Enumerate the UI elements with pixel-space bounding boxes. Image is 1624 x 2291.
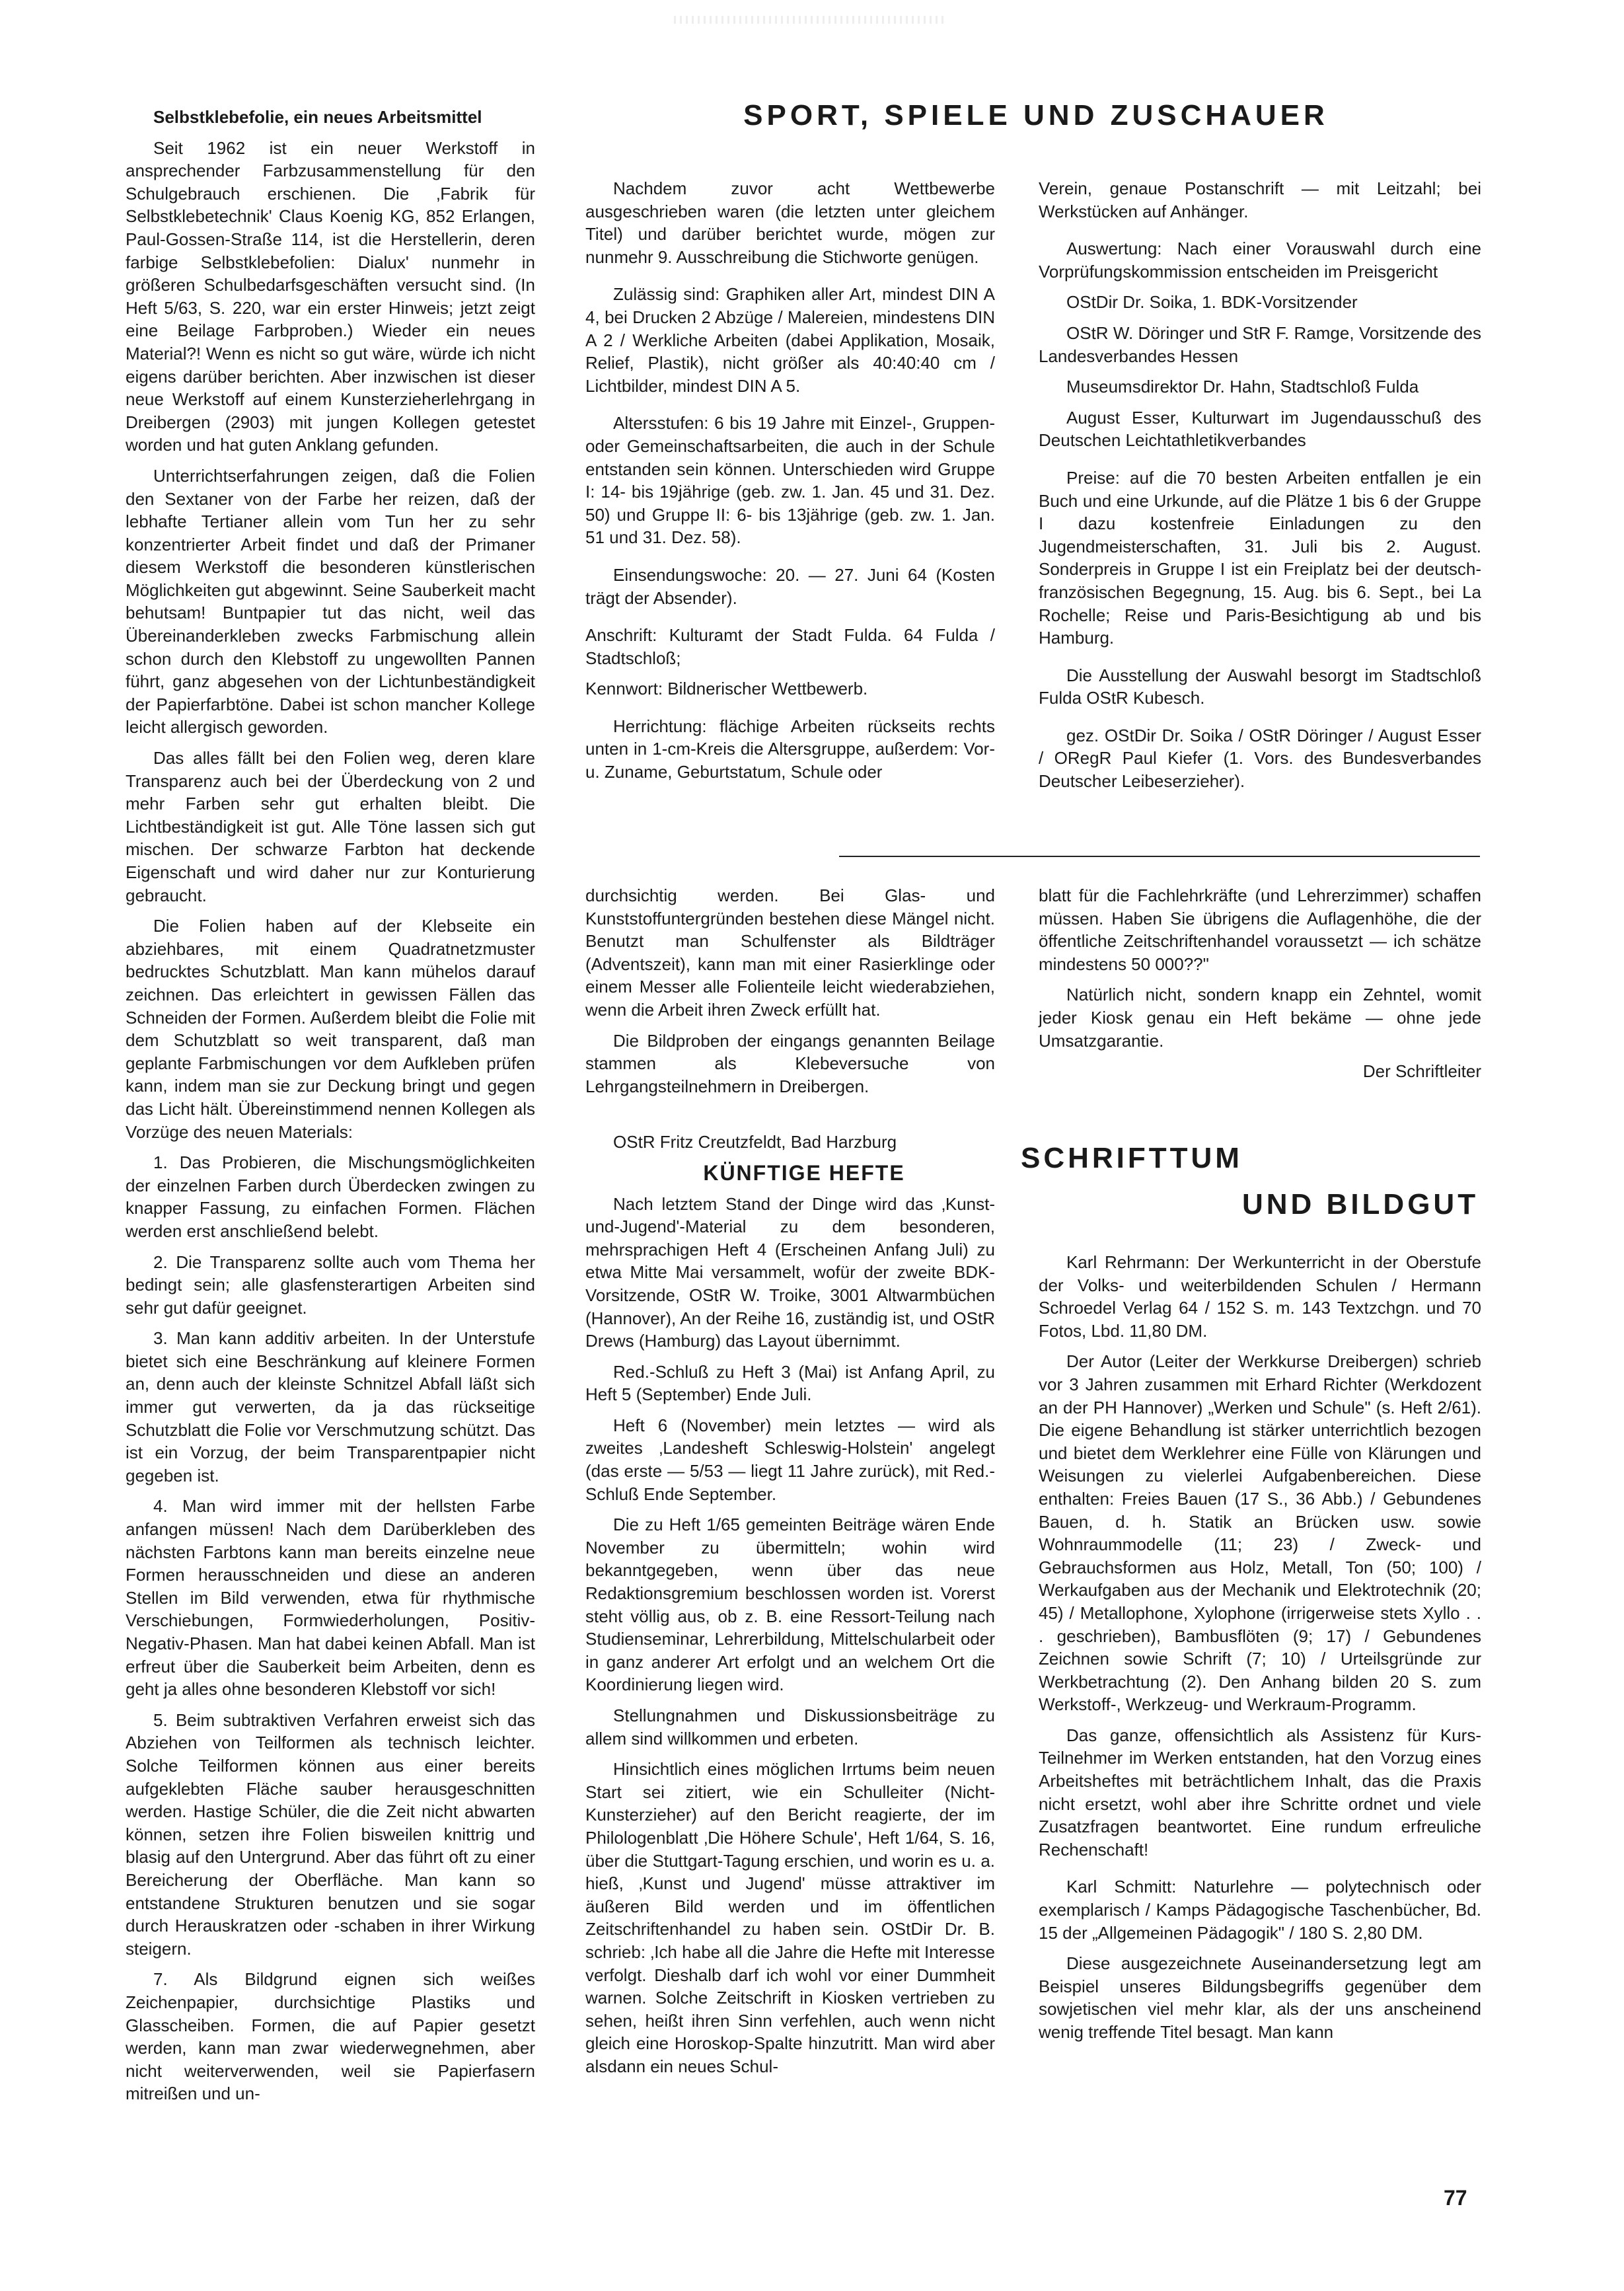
paragraph: Unterrichtserfahrungen zeigen, daß die Folien den Sextaner von der Farbe her reizen, daß der lebhafte Tertianer allein vom Tun her zu sehr konzentrierter Arbeit findet und daß der Primaner diesem Werkstoff die besonderen künstlerischen Möglichkeiten gut abgewinnt. Seine Sauberkeit macht behutsam! Buntpapier tut das nicht, weil das Übereinanderkleben zwecks Farbmischung allein schon durch den Klebstoff zu ungewollten Pannen führt, ganz abgesehen von der Lichtunbeständigkeit der Papierfarbtöne. Dabei ist schon mancher Kollege leicht allergisch geworden. [126, 465, 535, 737]
paragraph: Die Ausstellung der Auswahl besorgt im Stadtschloß Fulda OStR Kubesch. [1039, 665, 1481, 708]
paragraph: 5. Beim subtraktiven Verfahren erweist sich das Abziehen von Teilformen als technisch leichter. Solche Teilformen können aus einer bereits aufgeklebten Fläche sauber herausgeschnitten werden. Hastige Schüler, die die Zeit nicht abwarten können, setzen ihre Folien bisweilen knittrig und blasig auf den Untergrund. Aber das führt oft zu einer Bereicherung der Oberfläche. Man kann so entstandene Strukturen benutzen und sie sogar durch Herauskratzen oder -schaben in ihrer Wirkung steigern. [126, 1709, 535, 1959]
middle-lower-column [585, 884, 995, 2086]
author-credit: OStR Fritz Creutzfeldt, Bad Harzburg [613, 1132, 897, 1152]
paragraph: OStDir Dr. Soika, 1. BDK-Vorsitzender [1066, 292, 1358, 313]
paragraph: Auswertung: Nach einer Vorauswahl durch eine Vorprüfungskommission entscheiden im Preisgericht [1039, 239, 1481, 282]
paragraph: Altersstufen: 6 bis 19 Jahre mit Einzel-, Gruppen- oder Gemeinschaftsarbeiten, die auch in der Schule entstanden sein können. Unterschieden wird Gruppe I: 14- bis 19jährige (geb. zw. 1. Jan. 45 und 31. Dez. 50) und Gruppe II: 6- bis 13jährige (geb. zw. 1. Jan. 51 und 31. Dez. 58). [585, 413, 995, 548]
paragraph: 4. Man wird immer mit der hellsten Farbe anfangen müssen! Nach dem Darüberkleben des nächsten Farbtons kann man bereits einzelne neue Formen herausschneiden und diese an anderen Stellen im Bild verwenden, etwa für rhythmische Verschiebungen, Formwiederholungen, Positiv-Negativ-Phasen. Man hat dabei keinen Abfall. Man ist erfreut über die Sauberkeit beim Arbeiten, denn es geht ja alles ohne besonderen Klebstoff vor sich! [126, 1496, 535, 1700]
section-divider [839, 856, 1480, 857]
right-lower-column [1039, 884, 1481, 1091]
paragraph: Museumsdirektor Dr. Hahn, Stadtschloß Fulda [1066, 377, 1419, 397]
article-kicker: Selbstklebefolie, ein neues Arbeitsmittel [153, 107, 482, 127]
paragraph: Zulässig sind: Graphiken aller Art, mindest DIN A 4, bei Drucken 2 Abzüge / Malereien, mindestens DIN A 2 / Werkliche Arbeiten (dabei Applikation, Mosaik, Relief, Plastik), nicht größer als 40:40:40 cm / Lichtbilder, mindest DIN A 5. [585, 284, 995, 396]
paragraph: Das alles fällt bei den Folien weg, deren klare Transparenz auch bei der Überdeckung von 2 und mehr Farben sehr gut erhalten bleibt. Die Lichtbeständigkeit ist gut. Alle Töne lassen sich gut mischen. Der schwarze Farbton hat deckende Eigenschaft und wird daher nur zur Konturierung gebraucht. [126, 748, 535, 905]
paragraph: Stellungnahmen und Diskussionsbeiträge zu allem sind willkommen und erbeten. [585, 1706, 995, 1748]
paragraph: gez. OStDir Dr. Soika / OStR Döringer / August Esser / ORegR Paul Kiefer (1. Vors. des Bundesverbandes Deutscher Leibeserzieher). [1039, 725, 1481, 792]
sport-column-right [1039, 177, 1481, 801]
section-title-1: SCHRIFTTUM [1021, 1142, 1243, 1174]
paragraph: 3. Man kann additiv arbeiten. In der Unterstufe bietet sich eine Beschränkung auf kleinere Formen an, denn auch der kleinste Schnitzel Abfall läßt sich immer gut verwerten, da ja das rückseitige Schutzblatt die Folie vor Verschmutzung schützt. Das ist ein Vorzug, der beim Transparentpapier nicht gegeben ist. [126, 1328, 535, 1485]
paragraph: 2. Die Transparenz sollte auch vom Thema her bedingt sein; alle glasfensterartigen Arbeiten sind sehr gut dafür geeignet. [126, 1252, 535, 1318]
section-title-2: UND BILDGUT [1242, 1188, 1479, 1221]
paragraph: durchsichtig werden. Bei Glas- und Kunststoffuntergründen bestehen diese Mängel nicht. Benutzt man Schulfenster als Bildträger (Adventszeit), kann man mit einer Rasierklinge oder einem Messer alle Folienteile leicht wiederabziehen, wenn die Arbeit ihren Zweck erfüllt hat. [585, 885, 995, 1020]
paragraph: Einsendungswoche: 20. — 27. Juni 64 (Kosten trägt der Absender). [585, 564, 995, 608]
paragraph: Diese ausgezeichnete Auseinandersetzung legt am Beispiel unseres Bildungsbegriffs gegenüber dem sowjetischen viel mehr klar, als der uns anscheinend wenig treffende Titel besagt. Man kann [1039, 1953, 1481, 2042]
paragraph: Verein, genaue Postanschrift — mit Leitzahl; bei Werkstücken auf Anhänger. [1039, 178, 1481, 221]
paragraph: Die Folien haben auf der Klebseite ein abziehbares, mit einem Quadratnetzmuster bedrucktes Schutzblatt. Man kann mühelos darauf zeichnen. Das erleichtert in gewissen Fällen das Schneiden der Formen. Außerdem bleibt die Folie mit dem Schutzblatt so weit transparent, daß man geplante Farbmischungen vor dem Aufkleben prüfen kann, indem man sie zur Deckung bringt und gegen das Licht hält. Übereinstimmend nennen Kollegen als Vorzüge des neuen Materials: [126, 916, 535, 1142]
paragraph: Kennwort: Bildnerischer Wettbewerb. [585, 679, 868, 699]
paragraph: Karl Rehrmann: Der Werkunterricht in der Oberstufe der Volks- und weiterbildenden Schulen / Hermann Schroedel Verlag 64 / 152 S. m. 143 Textzchgn. und 70 Fotos, Lbd. 11,80 DM. [1039, 1252, 1481, 1341]
paragraph: OStR W. Döringer und StR F. Ramge, Vorsitzende des Landesverbandes Hessen [1039, 322, 1481, 366]
sport-column-middle [585, 177, 995, 792]
page-title: SPORT, SPIELE UND ZUSCHAUER [743, 99, 1329, 131]
paragraph: Herrichtung: flächige Arbeiten rückseits rechts unten in 1-cm-Kreis die Altersgruppe, außerdem: Vor- u. Zuname, Geburtstatum, Schule oder [585, 716, 995, 782]
paragraph: Der Autor (Leiter der Werkkurse Dreibergen) schrieb vor 3 Jahren zusammen mit Erhard Richter (Werkdozent an der PH Hannover) „Werken und Schule" (s. Heft 2/61). Die eigene Behandlung ist stärker unterrichtlich bezogen und bietet dem Werklehrer eine Fülle von Klärungen und Weisungen zu vielerlei Aufgabenbereichen. Diese enthalten: Freies Bauen (17 S., 36 Abb.) / Gebundenes Bauen, d. h. Statik an Brücken usw. sowie Wohnraummodelle (11; 23) / Zweck- und Gebrauchsformen aus Holz, Metall, Ton (50; 100) / Werkaufgaben aus der Mechanik und Elektrotechnik (20; 45) / Metallophone, Xylophone (irrigerweise stets Xyllo . . . geschrieben), Bambusflöten (9; 17) / Gebundenes Zeichnen sowie Schrift (7; 10) / Urteilsgründe zur Werkbetrachtung (2). Den Anhang bilden 20 S. zum Werkstoff-, Werkzeug- und Werkraum-Programm. [1039, 1351, 1481, 1715]
paragraph: Die zu Heft 1/65 gemeinten Beiträge wären Ende November zu übermitteln; wohin wird bekanntgegeben, wenn über das neue Redaktionsgremium beschlossen worden ist. Vorerst steht völlig aus, ob z. B. eine Ressort-Teilung nach Studienseminar, Lehrerbildung, Mittelschularbeit oder in ganz anderer Art erfolgt und an welchem Ort die Koordinierung liegen wird. [585, 1515, 995, 1695]
page-number: 77 [1444, 2186, 1467, 2210]
paragraph: Das ganze, offensichtlich als Assistenz für Kurs-Teilnehmer im Werken entstanden, hat den Vorzug eines Arbeitsheftes mit beträchtlichem Inhalt, das die Praxis nicht ersetzt, wohl aber ihre Schritte ordnet und viele Zusatzfragen beantwortet. Eine rundum erfreuliche Rechenschaft! [1039, 1725, 1481, 1859]
left-column [126, 106, 535, 2113]
signature-line [1039, 1060, 1481, 1083]
signature: Der Schriftleiter [1362, 1061, 1481, 1082]
paragraph: Die Bildproben der eingangs genannten Beilage stammen als Klebeversuche von Lehrgangsteilnehmern in Dreibergen. [585, 1030, 995, 1096]
paragraph: Karl Schmitt: Naturlehre — polytechnisch oder exemplarisch / Kamps Pädagogische Taschenbücher, Bd. 15 der „Allgemeinen Pädagogik" / 180 S. 2,80 DM. [1039, 1877, 1481, 1943]
paragraph: August Esser, Kulturwart im Jugendausschuß des Deutschen Leichtathletikverbandes [1039, 407, 1481, 451]
paragraph: 7. Als Bildgrund eignen sich weißes Zeichenpapier, durchsichtige Plastiks und Glasscheiben. Formen, die auf Papier gesetzt werden, kann man zwar wiederwegnehmen, aber nicht weiterverwenden, weil sie Papierfasern mitreißen und un- [126, 1969, 535, 2104]
scan-artifact [674, 16, 945, 24]
paragraph: Red.-Schluß zu Heft 3 (Mai) ist Anfang April, zu Heft 5 (September) Ende Juli. [585, 1361, 995, 1405]
paragraph: Seit 1962 ist ein neuer Werkstoff in ansprechender Farbzusammenstellung für den Schulgebrauch erschienen. Die ‚Fabrik für Selbstklebetechnik' Claus Koenig KG, 852 Erlangen, Paul-Gossen-Straße 114, ist die Herstellerin, deren farbige Selbstklebefolien: Dialux' nunmehr in größeren Schulbedarfsgeschäften versucht sind. (In Heft 5/63, S. 220, war ein erster Hinweis; jetzt zeigt eine Beilage Farbproben.) Wieder ein neues Material?! Wenn es nicht so gut wäre, würde ich nicht eigens darüber berichten. Aber inzwischen ist dieser neue Werkstoff auf einem Kunsterzieherlehrgang in Dreibergen (2903) mit jungen Kollegen getestet worden und hat guten Anklang gefunden. [126, 137, 535, 455]
paragraph: Anschrift: Kulturamt der Stadt Fulda. 64 Fulda / Stadtschloß; [585, 625, 995, 668]
paragraph: Nach letztem Stand der Dinge wird das ‚Kunst-und-Jugend'-Material zu dem besonderen, mehrsprachigen Heft 4 (Erscheinen Anfang Juli) zu etwa Mitte Mai versammelt, wofür der zweite BDK-Vorsitzende, OStR W. Troike, 3001 Altwarmbüchen (Hannover), An der Reihe 16, zuständig ist, und OStR Drews (Hamburg) das Layout übernimmt. [585, 1193, 995, 1351]
paragraph: Heft 6 (November) mein letztes — wird als zweites ‚Landesheft Schleswig-Holstein' angelegt (das erste — 5/53 — liegt 11 Jahre zurück), mit Red.-Schluß Ende September. [585, 1415, 995, 1504]
paragraph: blatt für die Fachlehrkräfte (und Lehrerzimmer) schaffen müssen. Haben Sie übrigens die Auflagenhöhe, die der öffentliche Zeitschriftenhandel voraussetzt — ich schätze mindestens 50 000??" [1039, 885, 1481, 974]
paragraph: Preise: auf die 70 besten Arbeiten entfallen je ein Buch und eine Urkunde, auf die Plätze 1 bis 6 der Gruppe I dazu kostenfreie Einladungen zu den Jugendmeisterschaften, 31. Juli bis 2. August. Sonderpreis in Gruppe I ist ein Freiplatz bei der deutsch-französischen Begegnung, 15. Aug. bis 6. Sept., bei La Rochelle; Reise und Paris-Besichtigung ab und bis Hamburg. [1039, 467, 1481, 648]
paragraph: Nachdem zuvor acht Wettbewerbe ausgeschrieben waren (die letzten unter gleichem Titel) und darüber berichtet wurde, mögen zur nunmehr 9. Ausschreibung die Stichworte genügen. [585, 178, 995, 267]
section-heading: KÜNFTIGE HEFTE [703, 1160, 905, 1185]
paragraph: 1. Das Probieren, die Mischungsmöglichkeiten der einzelnen Farben durch Überdecken zwingen zu knapper Fassung, zu einfachen Formen. Flächen werden erst anschließend belebt. [126, 1152, 535, 1241]
book-review-column [1039, 1251, 1481, 2052]
paragraph: Hinsichtlich eines möglichen Irrtums beim neuen Start sei zitiert, wie ein Schulleiter (Nicht-Kunsterzieher) auf den Bericht reagierte, der im Philologenblatt ‚Die Höhere Schule', Heft 1/64, S. 16, über die Stuttgart-Tagung erschien, und worin es u. a. hieß, ‚Kunst und Jugend' müsse attraktiver im äußeren Bild werden und im öffentlichen Zeitschriftenhandel zu haben sein. OStDir Dr. B. schrieb: ‚Ich habe all die Jahre die Hefte mit Interesse verfolgt. Dieshalb darf ich wohl vor einer Dummheit warnen. Solche Zeitschrift in Kiosken vertrieben zu sehen, heißt ihren Sinn verfehlen, auch wenn nicht gleich eine Horoskop-Spalte hinzutritt. Man wird aber alsdann ein neues Schul- [585, 1759, 995, 2076]
paragraph: Natürlich nicht, sondern knapp ein Zehntel, womit jeder Kiosk genau ein Heft bekäme — ohne jede Umsatzgarantie. [1039, 985, 1481, 1051]
